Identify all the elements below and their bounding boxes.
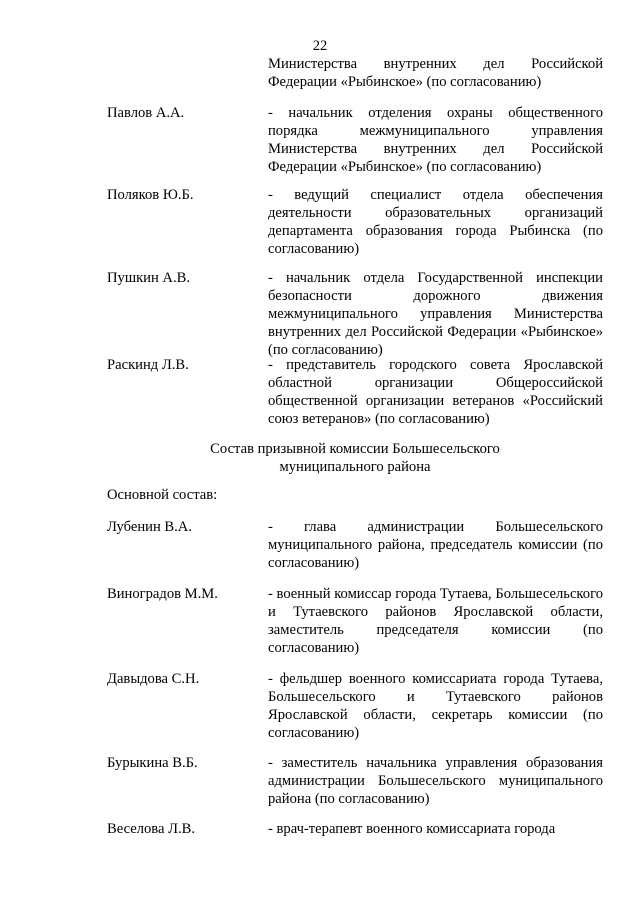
member-name: Веселова Л.В.	[107, 821, 196, 837]
member-name: Виноградов М.М.	[107, 586, 218, 602]
member-name: Бурыкина В.Б.	[107, 755, 198, 771]
member-description: - представитель городского совета Ярославской областной организации Общероссийской общественной организации ветеранов «Российский союз ветеранов» (по согласованию)	[268, 357, 603, 427]
member-name: Раскинд Л.В.	[107, 357, 189, 373]
member-description: - фельдшер военного комиссариата города Тутаева, Большесельского и Тутаевского районов Ярославской области, секретарь комиссии (по согласованию)	[268, 671, 603, 741]
member-description: - заместитель начальника управления образования администрации Большесельского муниципального района (по согласованию)	[268, 755, 603, 807]
member-description: - глава администрации Большесельского муниципального района, председатель комиссии (по согласованию)	[268, 519, 603, 571]
entry-description: Министерства внутренних дел Российской Федерации «Рыбинское» (по согласованию)	[268, 56, 603, 90]
section-heading: Состав призывной комиссии Большесельского муниципального района	[210, 441, 500, 475]
member-name: Давыдова С.Н.	[107, 671, 200, 687]
member-description: - начальник отделения охраны общественного порядка межмуниципального управления Министерства внутренних дел Российской Федерации «Рыбинское» (по согласованию)	[268, 105, 603, 175]
section-label: Основной состав:	[107, 487, 218, 503]
page-number: 22	[312, 38, 328, 54]
member-description: - ведущий специалист отдела обеспечения деятельности образовательных организаций департамента образования города Рыбинска (по согласованию)	[268, 187, 603, 257]
member-description: - врач-терапевт военного комиссариата города	[268, 821, 556, 837]
member-name: Павлов А.А.	[107, 105, 185, 121]
member-name: Лубенин В.А.	[107, 519, 192, 535]
member-name: Пушкин А.В.	[107, 270, 191, 286]
member-description: - начальник отдела Государственной инспекции безопасности дорожного движения межмуниципального управления Министерства внутренних дел Российской Федерации «Рыбинское» (по согласованию)	[268, 270, 603, 358]
member-name: Поляков Ю.Б.	[107, 187, 194, 203]
member-description: - военный комиссар города Тутаева, Большесельского и Тутаевского районов Ярославской области, заместитель председателя комиссии (по согласованию)	[268, 586, 603, 656]
